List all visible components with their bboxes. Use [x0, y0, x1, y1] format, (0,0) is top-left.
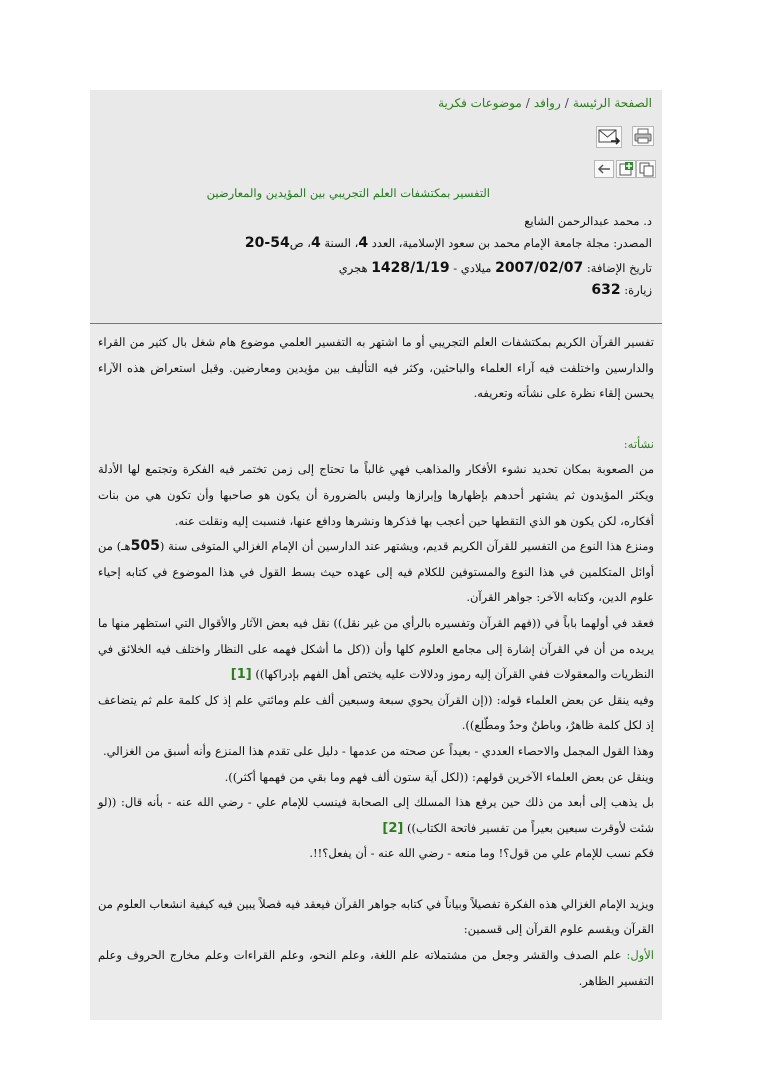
paragraph-text: ومنزع هذا النوع من التفسير للقرآن الكريم قديم، ويشتهر عند الدارسين أن الإمام الغزالي المتوفى سنة ( — [159, 539, 654, 554]
paragraph-text: فعقد في أولهما باباً في ((فهم القرآن وتفسيره بالرأي من غير نقل)) نقل فيه بعض الآثار والأقوال التي استظهر منها ما يريده من أن في القرآن إشارة إلى مجامع العلوم كلها وأن ((كل ما أشكل فهمه على النظار واختلف فيه الخلائق في النظريات والمعقولات ففي القرآن إليه رموز ودلالات عليه يختص أهل الفهم بإدراكها)) — [98, 615, 654, 682]
article-date — [339, 260, 652, 276]
email-icon[interactable] — [596, 126, 622, 148]
paragraph-text: بل يذهب إلى أبعد من ذلك حين يرفع هذا المسلك إلى الصحابة فينسب للإمام علي - رضي الله عنه - بأنه قال: ((لو شئت لأوقرت سبعين بعيراً من تفسير فاتحة الكتاب)) — [98, 795, 654, 835]
date-hijri-suffix: هجري — [338, 261, 372, 275]
article-header — [90, 90, 662, 324]
footnote-link-2[interactable]: [2] — [382, 820, 404, 836]
breadcrumb-sub-link[interactable]: موضوعات فكرية — [438, 96, 522, 110]
paragraph — [98, 534, 654, 611]
breadcrumb — [438, 96, 652, 110]
paragraph-text: علم الصدف والقشر وجعل من مشتملاته علم اللغة، وعلم النحو، وعلم القراءات وعلم مخارج الحروف وعلم التفسير الظاهر. — [98, 948, 654, 988]
paragraph: فكم نسب للإمام علي من قول؟! وما منعه - رضي الله عنه - أن يفعل؟!!. — [309, 846, 654, 861]
issue-number: 4 — [358, 235, 369, 251]
paragraph — [98, 943, 654, 994]
paragraph: وهذا القول المجمل والاحصاء العددي - بعيداً عن صحته من عدمها - دليل على تقدم هذا المنزع وأنه أسبق من الغزالي. — [102, 743, 654, 758]
pages-label: ، ص — [289, 236, 311, 250]
date-gregorian: 2007/02/07 — [495, 260, 584, 276]
header-divider — [90, 323, 662, 324]
article-source — [245, 235, 652, 251]
copy-icon[interactable] — [636, 160, 656, 178]
back-arrow-icon[interactable] — [594, 160, 614, 178]
year-number: 4 — [310, 235, 321, 251]
breadcrumb-separator: / — [525, 96, 530, 110]
article-page — [90, 90, 662, 1020]
intro-paragraph: تفسير القرآن الكريم بمكتشفات العلم التجريبي أو ما اشتهر به التفسير العلمي موضوع هام شغل بال كثير من القراء والدارسين واختلفت فيه آراء العلماء والباحثين، وكثر فيه التأليف بين مؤيدين ومعارضين. وقبل استعراض هذه الآراء يحسن إلقاء نظرة على نشأته وتعريفه. — [98, 335, 654, 401]
breadcrumb-home-link[interactable]: الصفحة الرئيسة — [572, 96, 652, 110]
visits-label: زيارة: — [620, 283, 652, 297]
footnote-link-1[interactable]: [1] — [230, 667, 252, 683]
section-heading-origin: نشأته: — [623, 436, 654, 451]
paragraph — [98, 790, 654, 841]
article-title: التفسير بمكتشفات العلم التجريبي بين المؤيدين والمعارضين — [206, 186, 490, 200]
year-number: 505 — [130, 538, 160, 555]
breadcrumb-section-link[interactable]: روافد — [533, 96, 561, 110]
paragraph: من الصعوبة بمكان تحديد نشوء الأفكار والمذاهب فهي غالباً ما تحتاج إلى زمن تختمر فيه الفكرة وتجتمع لها الأدلة ويكثر المؤيدون ثم يشتهر أحدهم بإظهارها وإبرازها وليس بالضرورة أن يكون هو صاحبها وأن تكون هي من بنات أفكاره، لكن يكون هو الذي التقطها حين أعجب بها فذكرها ونشرها ودافع عنها، فنسبت إليه ونقلت عنه. — [98, 462, 654, 528]
date-label: تاريخ الإضافة: — [583, 261, 652, 275]
paragraph: ويزيد الإمام الغزالي هذه الفكرة تفصيلاً وبياناً في كتابه جواهر القرآن فيعقد فيه فصلاً يبين فيه كيفية انشعاب العلوم من القرآن ويقسم علوم القرآن إلى قسمين: — [98, 896, 654, 937]
print-icon[interactable] — [632, 126, 654, 146]
date-hijri: 1428/1/19 — [371, 260, 450, 276]
paragraph: وفيه ينقل عن بعض العلماء قوله: ((إن القرآن يحوي سبعة وسبعين ألف علم ومائتي علم إذ كل كلمة علم ثم يتضاعف إذ لكل كلمة ظاهرٌ، وباطنٌ وحدٌ ومطّلع)). — [98, 692, 654, 733]
pages-range: 20-54 — [244, 235, 290, 251]
paragraph-text: هـ) من أوائل المتكلمين في هذا النوع والمستوفين للكلام فيه إلى عهده حيث بسط القول في هذا الموضوع في كتابه إحياء علوم الدين، وكتابه الآخر: جواهر القرآن. — [98, 539, 654, 605]
paragraph — [98, 611, 654, 688]
add-favorite-icon[interactable] — [616, 160, 636, 178]
list-label: الأول: — [626, 948, 654, 963]
article-body — [98, 330, 654, 994]
paragraph: وينقل عن بعض العلماء الآخرين قولهم: ((لكل آية ستون ألف فهم وما بقي من فهمها أكثر)). — [224, 769, 654, 784]
article-author: د. محمد عبدالرحمن الشايع — [524, 214, 652, 228]
breadcrumb-separator: / — [564, 96, 569, 110]
date-gregorian-suffix: ميلادي - — [449, 261, 496, 275]
year-label: ، السنة — [320, 236, 359, 250]
source-text: المصدر: مجلة جامعة الإمام محمد بن سعود الإسلامية، العدد — [368, 236, 652, 250]
visits-count: 632 — [591, 282, 621, 298]
article-visits — [591, 282, 652, 298]
